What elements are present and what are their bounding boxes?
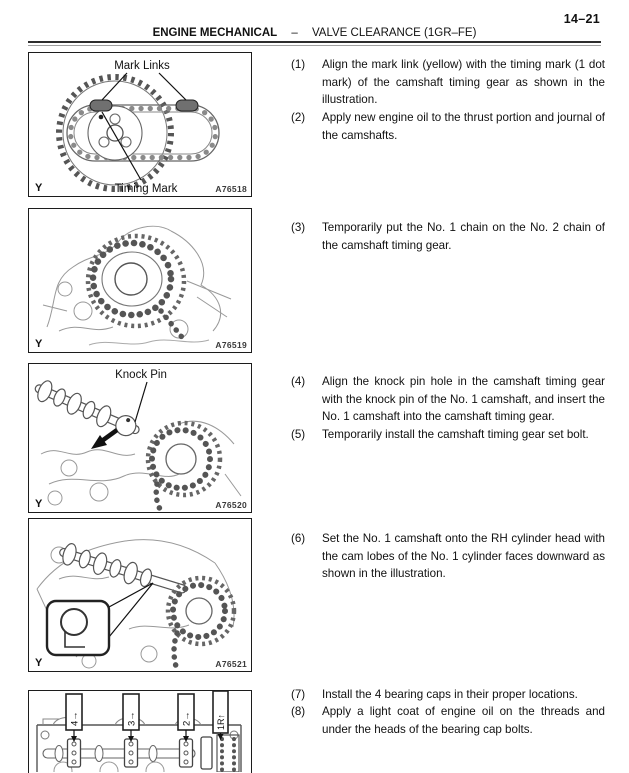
page-header [28,27,601,39]
step-text: Align the mark link (yellow) with the timing mark (1 dot mark) of the camshaft timing gear as shown in the illustration. [322,58,605,107]
timing-mark-label: Timing Mark [114,183,178,195]
camshaft [57,541,190,601]
step-text: Apply new engine oil to the thrust portion and journal of the camshafts. [322,111,605,142]
figure-chain-on-gear [28,208,252,353]
bearing-cap-1 [201,737,212,769]
cap-mark-callout-4 [66,694,82,742]
bearing-caps-illustration [29,691,249,772]
step-number: (3) [291,221,306,234]
cap-mark-callout-3 [123,694,139,742]
step-text: Set the No. 1 camshaft onto the RH cylinder head with the cam lobes of the No. 1 cylinder faces downward as shown in the illustration. [322,532,605,581]
step-number: (5) [291,428,306,441]
figure-camshaft-on-head [28,518,252,672]
figure-corner-label: Y [35,657,43,669]
step-number: (6) [291,532,306,545]
header-section: ENGINE MECHANICAL [152,27,278,39]
header-title: VALVE CLEARANCE (1GR–FE) [311,27,477,39]
step-text: Temporarily put the No. 1 chain on the No. 2 chain of the camshaft timing gear. [322,221,605,252]
step-text: Align the knock pin hole in the camshaft timing gear with the knock pin of the No. 1 camshaft, and insert the No. 1 camshaft into the camshaft timing gear. [322,375,605,424]
svg-text:4→: 4→ [69,711,81,726]
step-number: (2) [291,111,306,124]
camshaft [31,377,143,441]
svg-text:3→: 3→ [126,711,138,726]
mark-links-label: Mark Links [114,60,170,72]
figure-id: A76519 [215,340,247,350]
figure-knock-pin [28,363,252,513]
timing-mark-dot [99,115,104,120]
step-3 [291,219,605,254]
figure-id: A76520 [215,500,247,510]
mark-link-left [90,100,112,111]
header-separator: – [291,27,298,39]
step-text: Install the 4 bearing caps in their proper locations. [322,688,578,701]
bearing-cap-2 [180,739,193,767]
figure-id: A76521 [215,659,247,669]
step-5 [291,426,605,444]
page-number: 14–21 [563,12,600,26]
figure-bearing-caps [28,690,252,773]
step-4 [291,373,605,426]
step-8 [291,703,605,738]
bearing-cap-4 [68,739,81,767]
svg-text:2→: 2→ [181,711,193,726]
step-number: (4) [291,375,306,388]
figure-timing-mark-alignment [28,52,252,197]
engine-gear-illustration [29,209,249,351]
step-number: (8) [291,705,306,718]
step-number: (7) [291,688,306,701]
header-rule [28,41,601,46]
step-text: Temporarily install the camshaft timing gear set bolt. [322,428,589,441]
mark-link-right [176,100,198,111]
step-text: Apply a light coat of engine oil on the threads and under the heads of the bearing cap bolts. [322,705,605,736]
step-2 [291,109,605,144]
camshaft-knock-pin-illustration [29,364,249,511]
knock-pin-label: Knock Pin [115,369,167,381]
chain-sprocket-illustration [29,53,249,195]
figure-corner-label: Y [35,182,43,194]
step-7 [291,686,605,704]
cap-mark-callout-1 [213,691,228,740]
step-1 [291,56,605,109]
step-number: (1) [291,58,306,71]
cap-mark-callout-2 [178,694,194,742]
figure-corner-label: Y [35,498,43,510]
step-6 [291,530,605,583]
figure-corner-label: Y [35,338,43,350]
figure-id: A76518 [215,184,247,194]
camshaft-head-illustration [29,519,249,670]
bearing-cap-3 [125,739,138,767]
svg-text:1R↑: 1R↑ [216,713,226,730]
